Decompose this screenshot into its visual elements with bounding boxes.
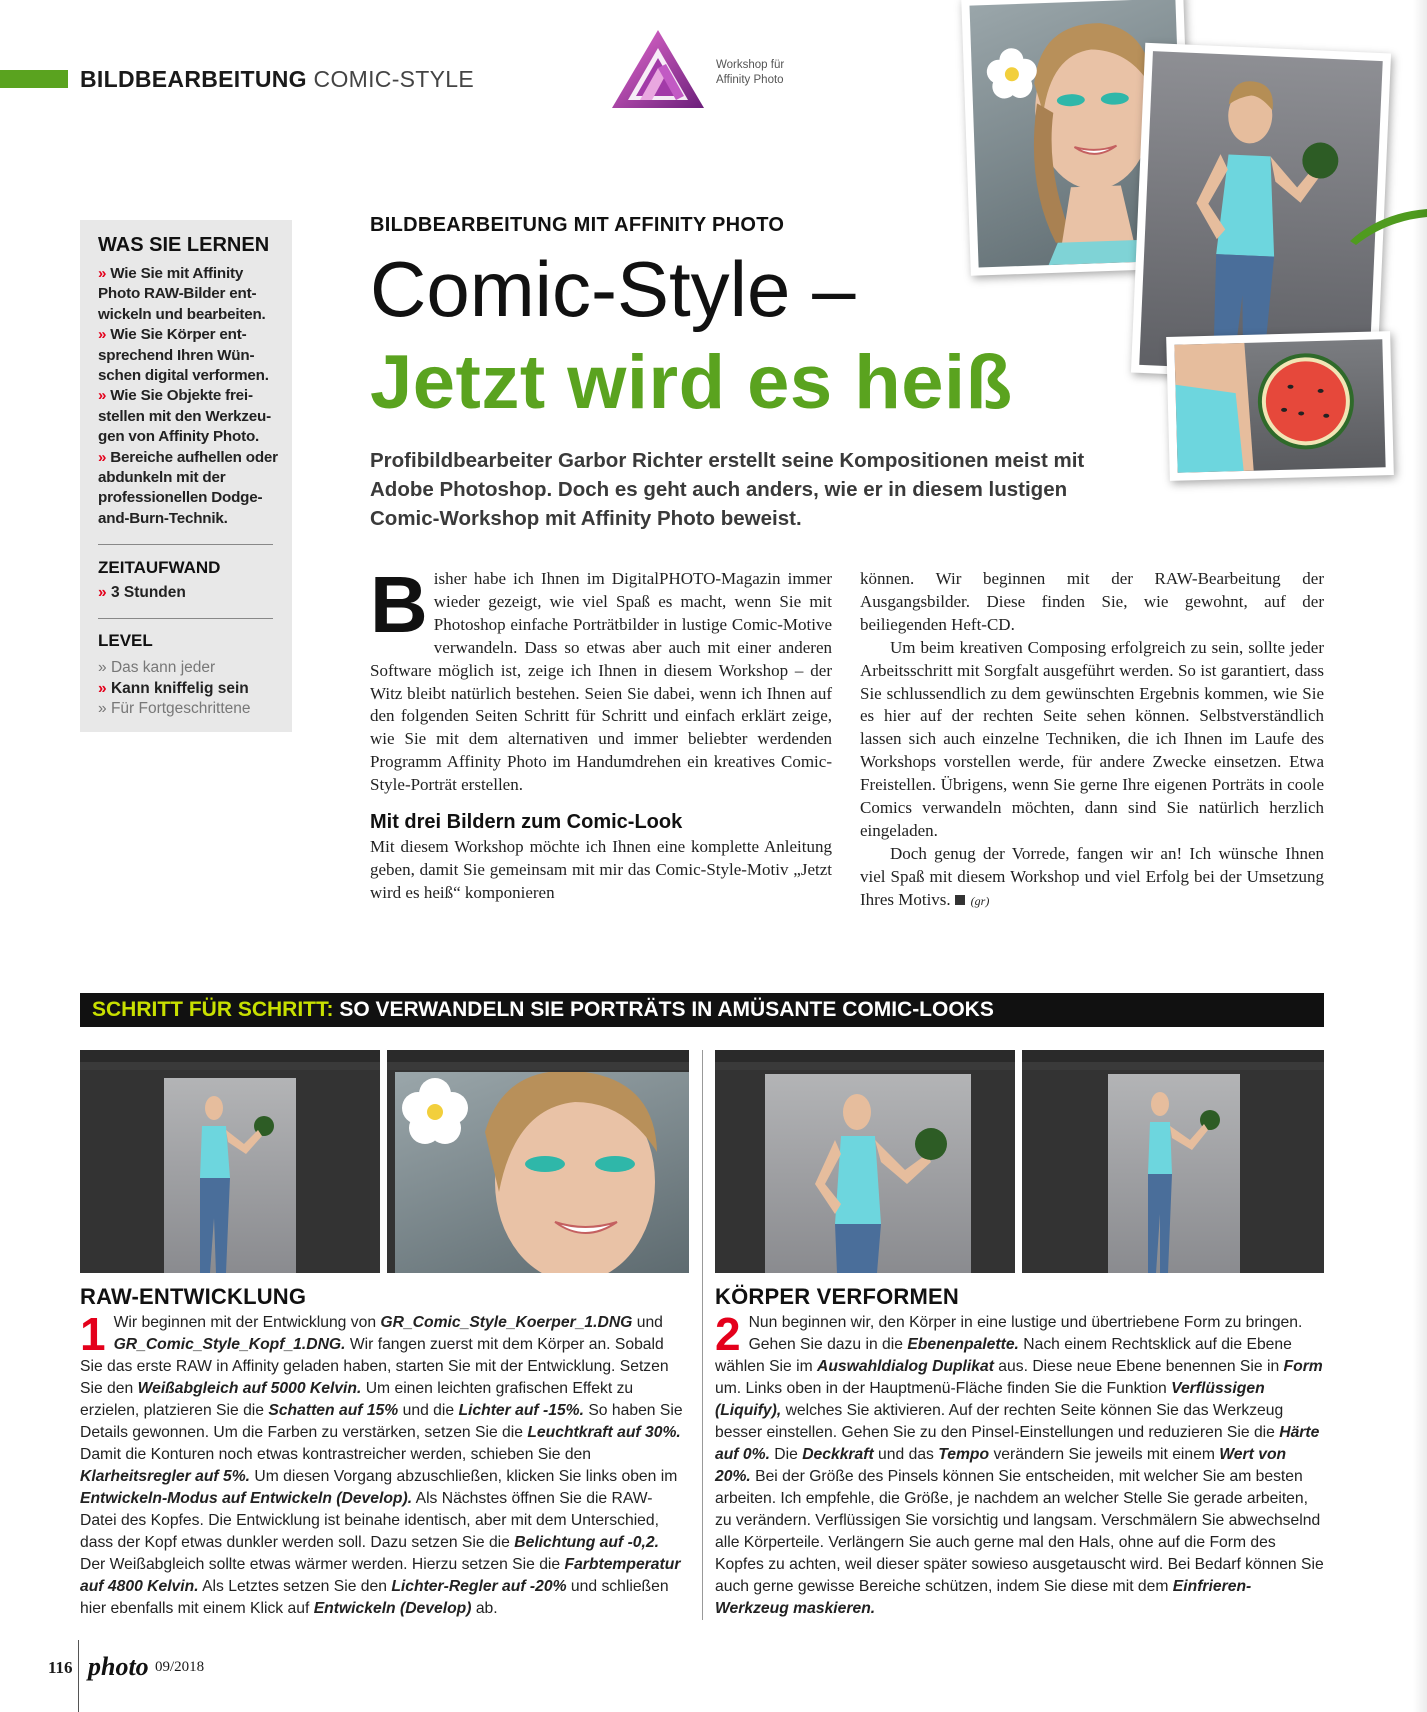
- screenshot-liquify-2: [1022, 1050, 1324, 1273]
- step-text-run: und schließen hier ebenfalls mit einem Klick auf: [80, 1578, 669, 1617]
- emphasized-term: Tempo: [938, 1446, 990, 1463]
- screenshot-raw-body: [80, 1050, 380, 1273]
- learn-item: » Wie Sie Körper ent-sprechend Ihren Wün-schen digital verformen.: [98, 326, 269, 385]
- page-number: 116: [48, 1658, 73, 1677]
- logo-caption-line2: Affinity Photo: [716, 74, 784, 86]
- emphasized-term: Ebenenpalette.: [907, 1336, 1019, 1353]
- emphasized-term: GR_Comic_Style_Koerper_1.DNG: [380, 1314, 633, 1331]
- end-square-icon: [955, 895, 965, 905]
- section-color-bar: [0, 70, 68, 88]
- step-text-run: und: [632, 1314, 663, 1331]
- sidebar-divider: [98, 544, 273, 545]
- emphasized-term: Farbtemperatur auf 4800 Kelvin.: [80, 1556, 681, 1595]
- learn-item: » Bereiche aufhellen oder abdunkeln mit der professionellen Dodge-and-Burn-Technik.: [98, 448, 278, 527]
- emphasized-term: Lichter-Regler auf -20%: [391, 1578, 567, 1595]
- emphasized-term: Leuchtkraft auf 30%.: [527, 1424, 681, 1441]
- dropcap: B: [370, 560, 428, 649]
- magazine-logo: photo: [88, 1652, 149, 1681]
- footer-divider: [78, 1640, 79, 1712]
- step-text-run: Damit die Konturen noch etwas kontrastreicher werden, schieben Sie den: [80, 1446, 592, 1463]
- learn-title: WAS SIE LERNEN: [98, 234, 270, 256]
- emphasized-term: Entwickeln (Develop): [313, 1600, 472, 1617]
- step-text-run: Als Nächstes öffnen Sie die RAW-Datei des Kopfes. Die Entwicklung ist beinahe identisch, aber mit dem Unterschied, dass der Kopf etwas dunkler werden soll. Dazu setzen Sie die: [80, 1490, 659, 1551]
- logo-caption: [716, 58, 826, 88]
- emphasized-term: Belichtung auf -0,2.: [514, 1534, 659, 1551]
- step-text-run: Wir fangen zuerst mit dem Körper an. Sobald Sie das erste RAW in Affinity geladen haben, starten Sie mit der Entwicklung. Setzen Sie den: [80, 1336, 669, 1397]
- double-chevron-icon: »: [98, 326, 111, 344]
- step-text-run: Wir beginnen mit der Entwicklung von: [113, 1314, 381, 1331]
- body-paragraph: können. Wir beginnen mit der RAW-Bearbeitung der Ausgangsbilder. Diese finden Sie, wie gewohnt, auf der beiliegenden Heft-CD.: [860, 569, 1324, 634]
- double-chevron-icon: »: [98, 448, 111, 466]
- article-title-line2: Jetzt wird es heiß: [370, 340, 1013, 425]
- step2-title: KÖRPER VERFORMEN: [715, 1284, 959, 1309]
- step-by-step-banner: [80, 993, 1324, 1027]
- level-item: » Für Fortgeschrittene: [98, 700, 251, 717]
- banner-text: SO VERWANDELN SIE PORTRÄTS IN AMÜSANTE COMIC-LOOKS: [339, 998, 994, 1021]
- learning-sidebar: [80, 220, 292, 732]
- step-text-run: Als Letztes setzen Sie den: [198, 1578, 392, 1595]
- step-text-run: Um einen leichten grafischen Effekt zu erzielen, platzieren Sie die: [80, 1380, 634, 1419]
- body-paragraph: isher habe ich Ihnen im DigitalPHOTO-Magazin immer wieder gezeigt, wie viel Spaß es macht, wenn Sie mit Photoshop einfache Porträtbilder in lustige Comic-Motive verwandeln. Dass so etwas aber auch mit einer anderen Software möglich ist, zeige ich Ihnen in diesem Workshop – der Witz bleibt natürlich bestehen. Seien Sie dabei, wenn ich Ihnen auf den folgenden Seiten Schritt für Schritt und einfach erklärt zeige, wie Sie mit dem alternativen und immer beliebter werdenden Programm Affinity Photo im Handumdrehen ein kreatives Comic-Style-Porträt erstellen.: [370, 569, 832, 795]
- step-text-run: aus. Diese neue Ebene benennen Sie in: [993, 1358, 1284, 1375]
- affinity-photo-logo-icon: [610, 28, 706, 112]
- article-lead: Profibildbearbeiter Garbor Richter erstellt seine Kompositionen meist mit Adobe Photoshop. Doch es geht auch anders, wie er in diesem lustigen Comic-Workshop mit Affinity Photo beweist.: [370, 449, 1085, 530]
- step1-number: 1: [80, 1308, 106, 1360]
- section-header-light: COMIC-STYLE: [313, 66, 475, 92]
- woman-body-liquify-thumbnail: [765, 1074, 971, 1273]
- double-chevron-icon: »: [98, 700, 111, 717]
- step-text-run: um. Links oben in der Hauptmenü-Fläche finden Sie die Funktion: [715, 1380, 1172, 1397]
- step-text-run: Nach einem Rechtsklick auf die Ebene wählen Sie im: [715, 1336, 1292, 1375]
- steps-column-divider: [702, 1050, 703, 1620]
- woman-body-slim-thumbnail: [1108, 1074, 1240, 1273]
- body-paragraph: Mit diesem Workshop möchte ich Ihnen eine komplette Anleitung geben, damit Sie gemeinsam mit mir das Comic-Style-Motiv „Jetzt wird es heiß“ komponieren: [370, 836, 832, 902]
- step-text-run: Bei der Größe des Pinsels können Sie entscheiden, mit welcher Sie am besten arbeiten. Ich empfehle, die Größe, je nachdem an welcher Stelle Sie gerade arbeiten, zu verändern. Verflüssigen Sie vorsichtig und langsam. Verschmälern Sie abwechselnd alle Körperteile. Verlängern Sie auch gerne mal den Hals, ohne auf die Form des Kopfes zu achten, weil dieser später sowieso ausgetauscht wird. Bei Bedarf können Sie auch gerne gewisse Bereiche schützen, indem Sie diese mit dem: [715, 1468, 1324, 1595]
- learn-item: » Wie Sie Objekte frei-stellen mit den Werkzeu-gen von Affinity Photo.: [98, 387, 271, 446]
- step-text-run: So haben Sie Details gewonnen. Um die Farben zu verstärken, setzen Sie die: [80, 1402, 683, 1441]
- emphasized-term: Lichter auf -15%.: [458, 1402, 584, 1419]
- step1-text: [80, 1308, 688, 1620]
- emphasized-term: Entwickeln-Modus auf Entwickeln (Develop).: [80, 1490, 413, 1507]
- double-chevron-icon: »: [98, 679, 111, 697]
- body-paragraph-last: Doch genug der Vorrede, fangen wir an! Ich wünsche Ihnen viel Spaß mit diesem Workshop und viel Erfolg bei der Umsetzung Ihres Motivs. (gr): [860, 843, 1324, 909]
- logo-caption-line1: Workshop für: [716, 59, 785, 71]
- double-chevron-icon: »: [98, 584, 111, 601]
- section-header: [80, 66, 474, 93]
- emphasized-term: Auswahldialog Duplikat: [817, 1358, 994, 1375]
- level-list: [98, 658, 251, 720]
- author-tag: (gr): [970, 893, 990, 908]
- emphasized-term: Weißabgleich auf 5000 Kelvin.: [137, 1380, 362, 1397]
- learn-list: [98, 264, 278, 529]
- step-text-run: verändern Sie jeweils mit einem: [989, 1446, 1220, 1463]
- article-column-1: [370, 560, 832, 905]
- emphasized-term: Klarheitsregler auf 5%.: [80, 1468, 251, 1485]
- article-subhead: Mit drei Bildern zum Comic-Look: [370, 811, 683, 834]
- step-text-run: Der Weißabgleich sollte etwas wärmer werden. Hierzu setzen Sie die: [80, 1556, 565, 1573]
- step1-body: [80, 1308, 683, 1617]
- emphasized-term: Härte auf 0%.: [715, 1424, 1320, 1463]
- learn-item: » Wie Sie mit Affinity Photo RAW-Bilder ent-wickeln und bearbeiten.: [98, 265, 266, 323]
- article-kicker: BILDBEARBEITUNG MIT AFFINITY PHOTO: [370, 214, 785, 236]
- step-text-run: Die: [769, 1446, 803, 1463]
- article-column-2: [860, 568, 1324, 913]
- time-value: » 3 Stunden: [98, 584, 186, 601]
- screenshot-raw-head: [387, 1050, 689, 1273]
- section-header-bold: BILDBEARBEITUNG: [80, 66, 307, 92]
- emphasized-term: Verflüssigen (Liquify),: [715, 1380, 1265, 1419]
- level-item-active: » Kann kniffelig sein: [98, 679, 249, 697]
- article-title-line1: Comic-Style –: [370, 245, 856, 333]
- body-paragraph: Um beim kreativen Composing erfolgreich zu sein, sollte jeder Arbeitsschritt mit Sorgfalt ausgeführt werden. So ist garantiert, dass Sie schlussendlich zu dem gewünschten Ergebnis kommen, wie Sie es hier auf der rechten Seite sehen können. Selbstverständlich lassen sich auch einzelne Techniken, die ich Ihnen im Laufe des Workshops vorstellen werde, für andere Zwecke einsetzen. Etwa Freistellen. Übrigens, wenn Sie gerne Ihre eigenen Porträts in coole Comics verwandeln möchten, dann sind Sie natürlich herzlich eingeladen.: [860, 637, 1324, 840]
- emphasized-term: Einfrieren-Werkzeug maskieren.: [715, 1578, 1252, 1617]
- double-chevron-icon: »: [98, 387, 111, 405]
- watermelon-image: [1174, 339, 1385, 472]
- page-edge-shadow: [1413, 0, 1427, 1712]
- step-text-run: und das: [873, 1446, 939, 1463]
- screenshot-liquify-1: [715, 1050, 1015, 1273]
- step-text-run: Um diesen Vorgang abzuschließen, klicken Sie links oben im: [250, 1468, 678, 1485]
- watermelon-photo: [1166, 331, 1394, 481]
- level-title: LEVEL: [98, 631, 153, 650]
- woman-body-thumbnail: [164, 1078, 296, 1273]
- double-chevron-icon: »: [98, 265, 111, 282]
- issue-number: 09/2018: [155, 1659, 205, 1675]
- step2-body: [715, 1308, 1324, 1617]
- time-title: ZEITAUFWAND: [98, 558, 221, 577]
- step2-text: [715, 1308, 1325, 1620]
- step-text-run: welches Sie aktivieren. Auf der rechten Seite können Sie das Werkzeug besser einstellen. Gehen Sie zu den Pinsel-Einstellungen und reduzieren Sie die: [715, 1402, 1284, 1441]
- step2-number: 2: [715, 1308, 741, 1360]
- banner-highlight: SCHRITT FÜR SCHRITT:: [92, 998, 334, 1021]
- step-text-run: Nun beginnen wir, den Körper in eine lustige und übertriebene Form zu bringen. Gehen Sie dazu in die: [748, 1314, 1303, 1353]
- emphasized-term: Deckkraft: [802, 1446, 874, 1463]
- double-chevron-icon: »: [98, 659, 111, 676]
- emphasized-term: GR_Comic_Style_Kopf_1.DNG.: [113, 1336, 346, 1353]
- woman-body-image: [1139, 51, 1382, 375]
- step-text-run: ab.: [471, 1600, 498, 1617]
- emphasized-term: Form: [1283, 1358, 1323, 1375]
- emphasized-term: Wert von 20%.: [715, 1446, 1287, 1485]
- level-item: » Das kann jeder: [98, 659, 216, 676]
- sidebar-divider: [98, 618, 273, 619]
- emphasized-term: Schatten auf 15%: [268, 1402, 399, 1419]
- step-text-run: und die: [398, 1402, 459, 1419]
- step1-title: RAW-ENTWICKLUNG: [80, 1284, 307, 1309]
- woman-face-thumbnail: [395, 1072, 689, 1273]
